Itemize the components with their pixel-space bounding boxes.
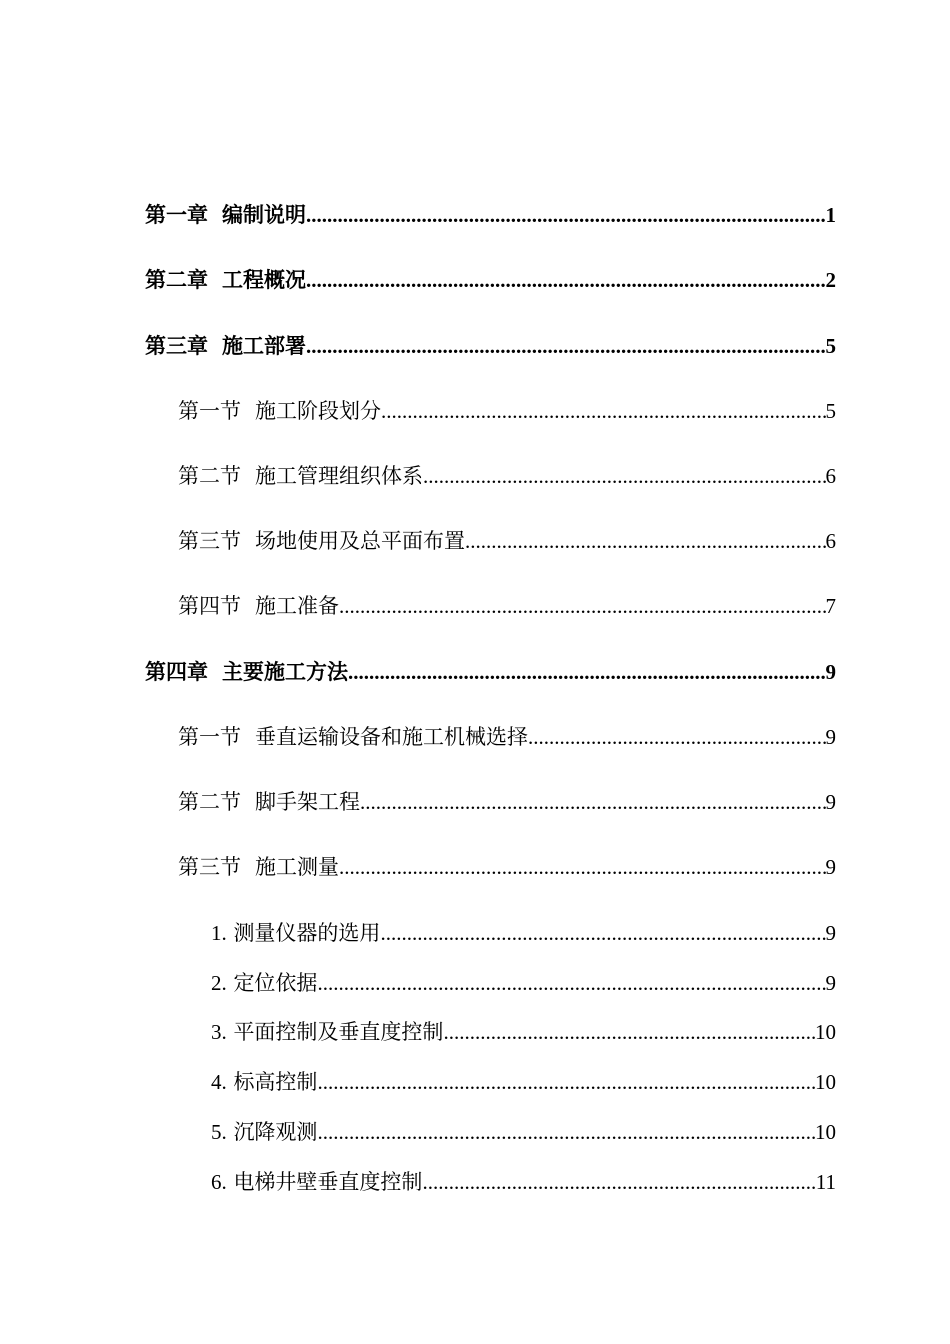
- dot-leader: [360, 787, 826, 817]
- toc-entry-item[interactable]: [211, 968, 836, 998]
- toc-page-number: 6: [825, 529, 836, 553]
- toc-entry-section[interactable]: [178, 526, 836, 556]
- toc-title: 6. 电梯井壁垂直度控制: [211, 1170, 423, 1194]
- dot-leader: [422, 1167, 815, 1197]
- toc-title: 第四章 主要施工方法: [145, 660, 348, 684]
- toc-title: 第二节 脚手架工程: [178, 790, 360, 814]
- toc-page-number: 9: [825, 971, 836, 995]
- dot-leader: [528, 722, 826, 752]
- toc-title: 4. 标高控制: [211, 1070, 318, 1094]
- toc-entry-section[interactable]: [178, 852, 836, 882]
- toc-page-number: 9: [825, 660, 836, 684]
- toc-entry-section[interactable]: [178, 461, 836, 491]
- toc-title: 第一章 编制说明: [145, 203, 306, 227]
- toc-page-number: 5: [825, 334, 836, 358]
- dot-leader: [380, 918, 825, 948]
- toc-title: 第三节 施工测量: [178, 855, 339, 879]
- toc-entry-section[interactable]: [178, 722, 836, 752]
- toc-entry-item[interactable]: [211, 1167, 836, 1197]
- dot-leader: [348, 657, 826, 687]
- toc-page-number: 9: [825, 725, 836, 749]
- toc-page-number: 5: [825, 399, 836, 423]
- dot-leader: [465, 526, 826, 556]
- dot-leader: [443, 1017, 815, 1047]
- toc-title: 第二节 施工管理组织体系: [178, 464, 423, 488]
- toc-title: 第一节 施工阶段划分: [178, 399, 381, 423]
- toc-entry-chapter-1[interactable]: [145, 200, 836, 230]
- toc-entry-section[interactable]: [178, 787, 836, 817]
- toc-page-number: 9: [825, 921, 836, 945]
- dot-leader: [306, 200, 826, 230]
- toc-entry-section[interactable]: [178, 591, 836, 621]
- toc-title: 2. 定位依据: [211, 971, 318, 995]
- dot-leader: [317, 1067, 815, 1097]
- toc-entry-section[interactable]: [178, 396, 836, 426]
- toc-title: 第三节 场地使用及总平面布置: [178, 529, 465, 553]
- toc-title: 第三章 施工部署: [145, 334, 306, 358]
- dot-leader: [317, 968, 825, 998]
- toc-page-number: 10: [815, 1120, 836, 1144]
- toc-entry-item[interactable]: [211, 1017, 836, 1047]
- toc-page-number: 1: [825, 203, 836, 227]
- dot-leader: [339, 852, 826, 882]
- dot-leader: [317, 1117, 815, 1147]
- toc-entry-item[interactable]: [211, 918, 836, 948]
- toc-entry-chapter-4[interactable]: [145, 657, 836, 687]
- toc-page-number: 11: [815, 1170, 836, 1194]
- toc-entry-item[interactable]: [211, 1117, 836, 1147]
- toc-page-number: 10: [815, 1020, 836, 1044]
- toc-title: 第一节 垂直运输设备和施工机械选择: [178, 725, 528, 749]
- toc-title: 第四节 施工准备: [178, 594, 339, 618]
- dot-leader: [339, 591, 826, 621]
- dot-leader: [381, 396, 826, 426]
- toc-page-number: 9: [825, 790, 836, 814]
- dot-leader: [306, 331, 826, 361]
- toc-page-number: 7: [825, 594, 836, 618]
- toc-entry-chapter-3[interactable]: [145, 331, 836, 361]
- toc-entry-item[interactable]: [211, 1067, 836, 1097]
- toc-page-number: 9: [825, 855, 836, 879]
- toc-page-number: 6: [825, 464, 836, 488]
- toc-title: 1. 测量仪器的选用: [211, 921, 381, 945]
- toc-title: 3. 平面控制及垂直度控制: [211, 1020, 444, 1044]
- dot-leader: [423, 461, 826, 491]
- toc-title: 5. 沉降观测: [211, 1120, 318, 1144]
- toc-title: 第二章 工程概况: [145, 268, 306, 292]
- toc-page-number: 10: [815, 1070, 836, 1094]
- toc-page-number: 2: [825, 268, 836, 292]
- toc-entry-chapter-2[interactable]: [145, 265, 836, 295]
- dot-leader: [306, 265, 826, 295]
